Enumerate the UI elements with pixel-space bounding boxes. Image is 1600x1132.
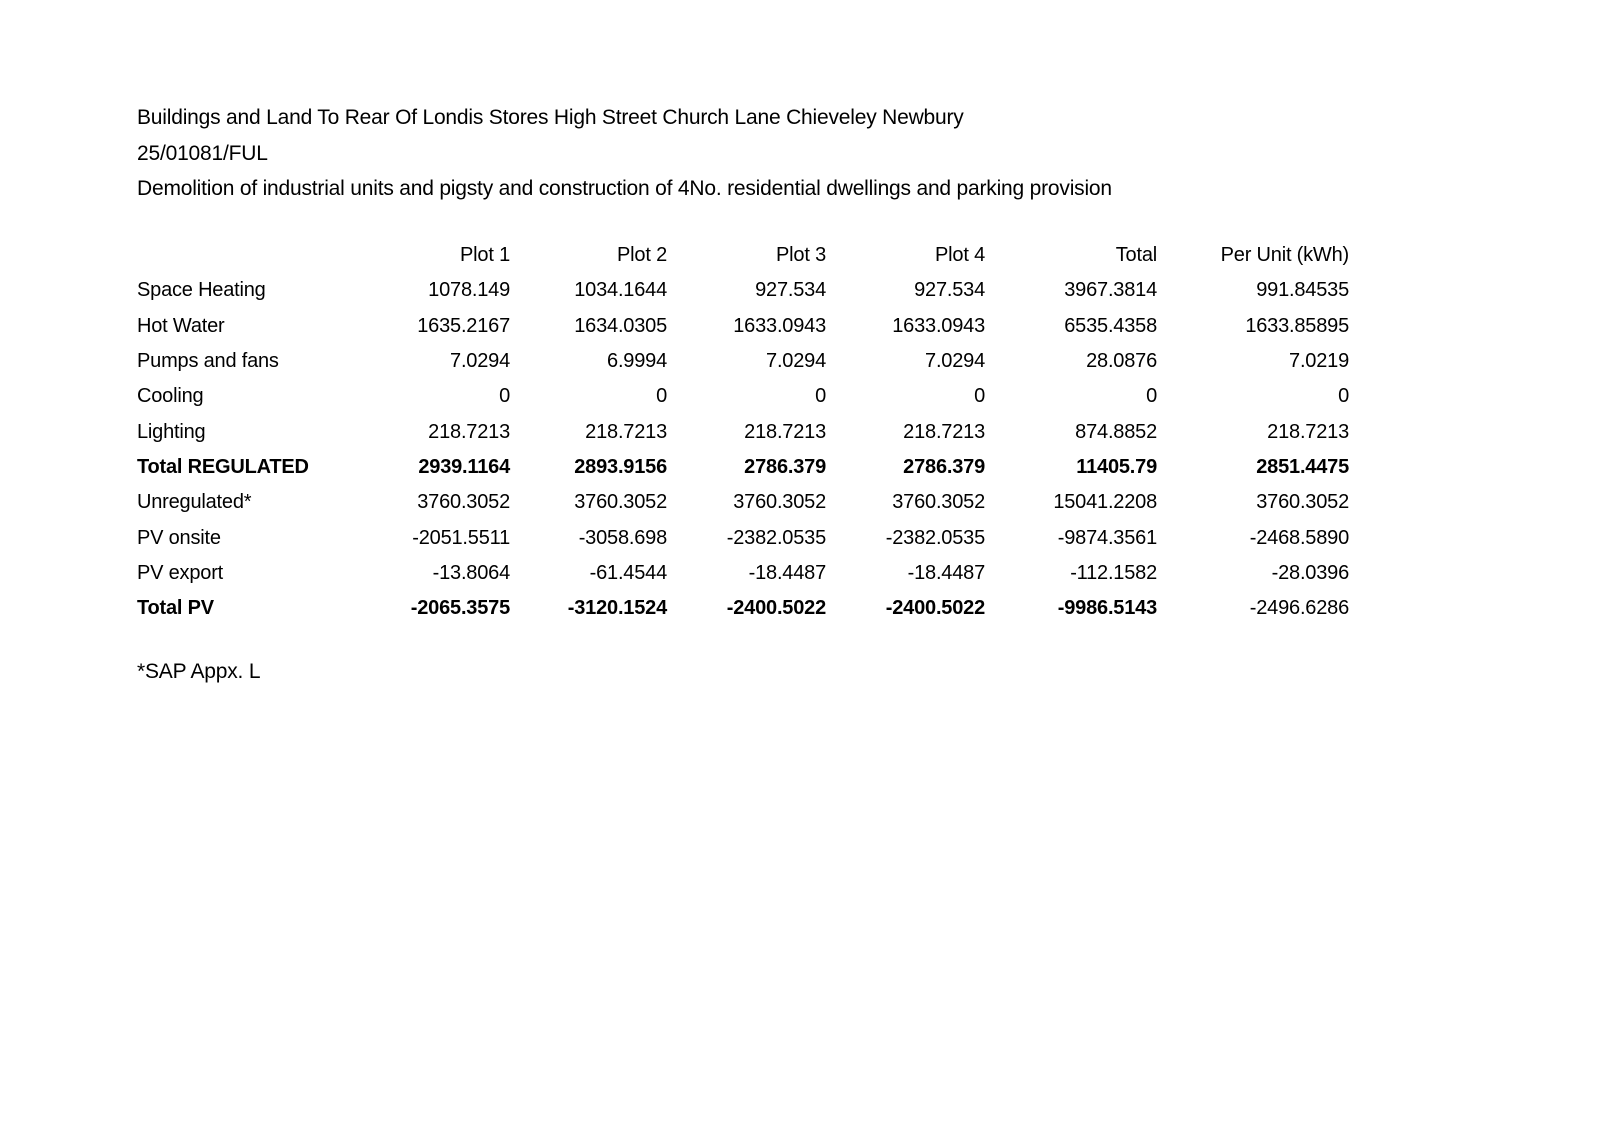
row-label: Space Heating — [137, 279, 266, 302]
value-cell: 1078.149 — [428, 279, 510, 302]
row-label: Unregulated* — [137, 491, 252, 514]
value-cell: 1634.0305 — [574, 314, 667, 337]
energy-table — [137, 238, 1349, 626]
value-cell: 1633.85895 — [1245, 314, 1349, 337]
value-cell: 0 — [974, 385, 985, 408]
row-label-header — [137, 238, 352, 273]
value-cell: -18.4487 — [907, 561, 985, 584]
table-row — [137, 556, 1349, 591]
value-cell: -112.1582 — [1070, 561, 1157, 584]
value-cell: 15041.2208 — [1053, 491, 1157, 514]
value-cell: 1034.1644 — [574, 279, 667, 302]
value-cell: 1633.0943 — [892, 314, 985, 337]
document-header — [137, 100, 1112, 207]
header-row — [137, 238, 1349, 273]
value-cell: -2382.0535 — [726, 526, 826, 549]
value-cell: 2939.1164 — [418, 455, 510, 478]
row-label: Total REGULATED — [137, 455, 309, 478]
value-cell: 3760.3052 — [733, 491, 826, 514]
row-label: Total PV — [137, 597, 214, 620]
value-cell: -61.4544 — [589, 561, 667, 584]
footnote: *SAP Appx. L — [137, 660, 261, 683]
value-cell: 1633.0943 — [733, 314, 826, 337]
row-label: Hot Water — [137, 314, 225, 337]
value-cell: -9986.5143 — [1057, 597, 1157, 620]
value-cell: 0 — [499, 385, 510, 408]
value-cell: -2065.3575 — [410, 597, 510, 620]
value-cell: -3058.698 — [578, 526, 667, 549]
value-cell: 2893.9156 — [574, 455, 667, 478]
row-label: Lighting — [137, 420, 206, 443]
table-row — [137, 450, 1349, 485]
value-cell: 7.0219 — [1289, 350, 1349, 373]
value-cell: -9874.3561 — [1057, 526, 1157, 549]
column-header: Plot 4 — [935, 244, 985, 267]
value-cell: -2382.0535 — [885, 526, 985, 549]
value-cell: 927.534 — [914, 279, 985, 302]
value-cell: 3967.3814 — [1064, 279, 1157, 302]
value-cell: 28.0876 — [1086, 350, 1157, 373]
table-row — [137, 520, 1349, 555]
table-row — [137, 273, 1349, 308]
column-header: Plot 1 — [460, 244, 510, 267]
value-cell: 218.7213 — [903, 420, 985, 443]
value-cell: -2400.5022 — [726, 597, 826, 620]
value-cell: 0 — [1338, 385, 1349, 408]
row-label: Cooling — [137, 385, 204, 408]
project-address: Buildings and Land To Rear Of Londis Stores High Street Church Lane Chieveley Newbury — [137, 106, 964, 129]
value-cell: -2051.5511 — [412, 526, 510, 549]
value-cell: -3120.1524 — [567, 597, 667, 620]
row-label: PV onsite — [137, 526, 221, 549]
value-cell: 7.0294 — [766, 350, 826, 373]
table-row — [137, 414, 1349, 449]
value-cell: 1635.2167 — [417, 314, 510, 337]
value-cell: -28.0396 — [1271, 561, 1349, 584]
value-cell: 11405.79 — [1076, 455, 1157, 478]
value-cell: 927.534 — [755, 279, 826, 302]
energy-table-head — [137, 238, 1349, 273]
value-cell: 3760.3052 — [417, 491, 510, 514]
table-row — [137, 591, 1349, 626]
table-row — [137, 379, 1349, 414]
value-cell: 0 — [815, 385, 826, 408]
value-cell: 6.9994 — [607, 350, 667, 373]
column-header: Plot 3 — [776, 244, 826, 267]
value-cell: -2496.6286 — [1249, 597, 1349, 620]
column-header: Plot 2 — [617, 244, 667, 267]
column-header: Per Unit (kWh) — [1220, 244, 1349, 267]
value-cell: 218.7213 — [1267, 420, 1349, 443]
value-cell: 991.84535 — [1256, 279, 1349, 302]
value-cell: 3760.3052 — [892, 491, 985, 514]
value-cell: 2851.4475 — [1256, 455, 1349, 478]
value-cell: 7.0294 — [925, 350, 985, 373]
column-header: Total — [1115, 244, 1157, 267]
value-cell: 2786.379 — [903, 455, 985, 478]
value-cell: 2786.379 — [744, 455, 826, 478]
value-cell: 874.8852 — [1075, 420, 1157, 443]
value-cell: 218.7213 — [744, 420, 826, 443]
value-cell: -18.4487 — [748, 561, 826, 584]
value-cell: -13.8064 — [432, 561, 510, 584]
value-cell: 3760.3052 — [1256, 491, 1349, 514]
table-row — [137, 485, 1349, 520]
value-cell: 0 — [656, 385, 667, 408]
row-label: PV export — [137, 561, 224, 584]
table-row — [137, 309, 1349, 344]
value-cell: 6535.4358 — [1064, 314, 1157, 337]
value-cell: 0 — [1146, 385, 1157, 408]
value-cell: 3760.3052 — [574, 491, 667, 514]
value-cell: -2400.5022 — [885, 597, 985, 620]
value-cell: 218.7213 — [428, 420, 510, 443]
value-cell: -2468.5890 — [1249, 526, 1349, 549]
row-label: Pumps and fans — [137, 350, 279, 373]
value-cell: 7.0294 — [450, 350, 510, 373]
value-cell: 218.7213 — [585, 420, 667, 443]
table-row — [137, 344, 1349, 379]
energy-table-body — [137, 273, 1349, 626]
application-reference: 25/01081/FUL — [137, 141, 268, 165]
proposal-description: Demolition of industrial units and pigsty and construction of 4No. residential dwellings and parking provision — [137, 177, 1112, 200]
